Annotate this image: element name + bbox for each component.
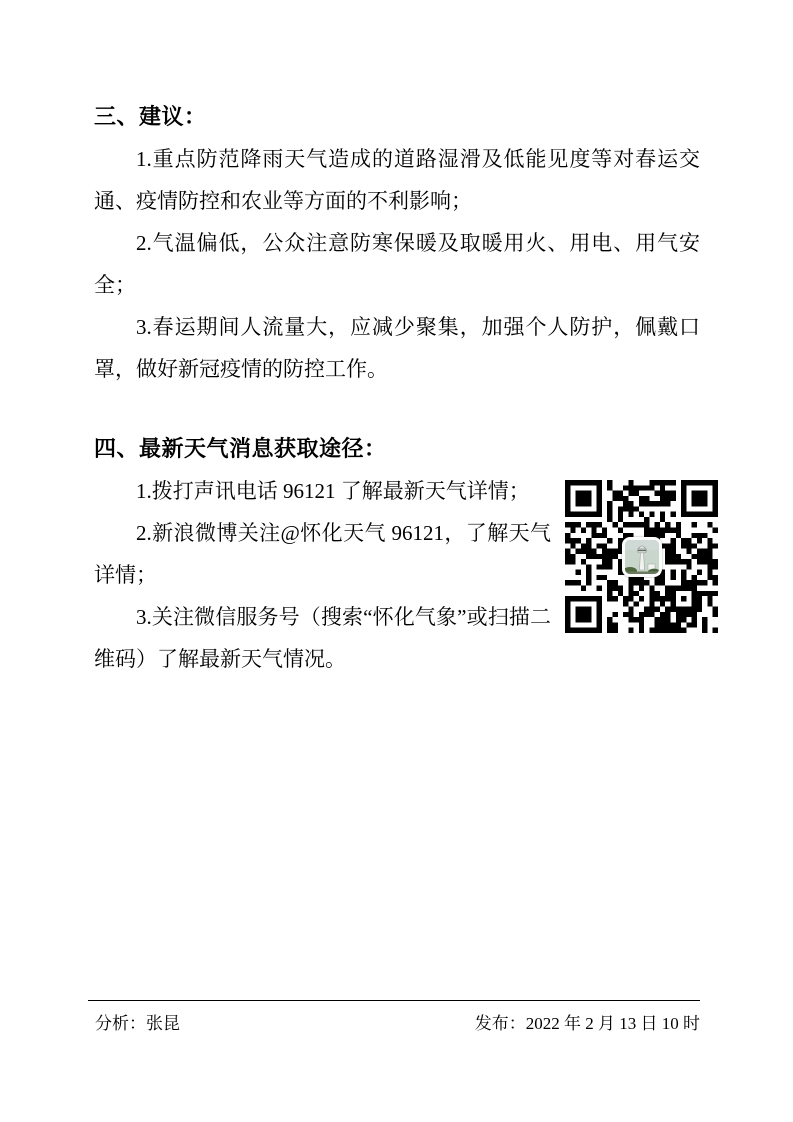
analyst-label: 分析：张昆 [95, 1014, 180, 1033]
suggestion-item-3: 3.春运期间人流量大，应减少聚集，加强个人防护，佩戴口罩，做好新冠疫情的防控工作。 [94, 315, 700, 381]
suggestion-item-2: 2.气温偏低，公众注意防寒保暖及取暖用火、用电、用气安全； [94, 231, 700, 297]
radar-tower-icon [625, 540, 659, 574]
wechat-qr-code [565, 480, 718, 633]
footer [88, 1000, 700, 1034]
qr-center-logo [622, 537, 662, 577]
section-four-body [94, 470, 700, 680]
channel-item-1: 1.拨打声讯电话 96121 了解最新天气详情； [136, 479, 530, 503]
channel-item-2: 2.新浪微博关注@怀化天气 96121，了解天气详情； [94, 521, 551, 587]
suggestion-item-1: 1.重点防范降雨天气造成的道路湿滑及低能见度等对春运交通、疫情防控和农业等方面的不利影响； [94, 147, 700, 213]
document-content [94, 96, 700, 680]
channel-item-3: 3.关注微信服务号（搜索“怀化气象”或扫描二维码）了解最新天气情况。 [94, 605, 551, 671]
section-four-heading: 四、最新天气消息获取途径： [94, 436, 387, 461]
publish-label: 发布：2022 年 2 月 13 日 10 时 [474, 1014, 700, 1033]
section-three-heading: 三、建议： [94, 104, 207, 129]
footer-row [88, 1001, 700, 1034]
